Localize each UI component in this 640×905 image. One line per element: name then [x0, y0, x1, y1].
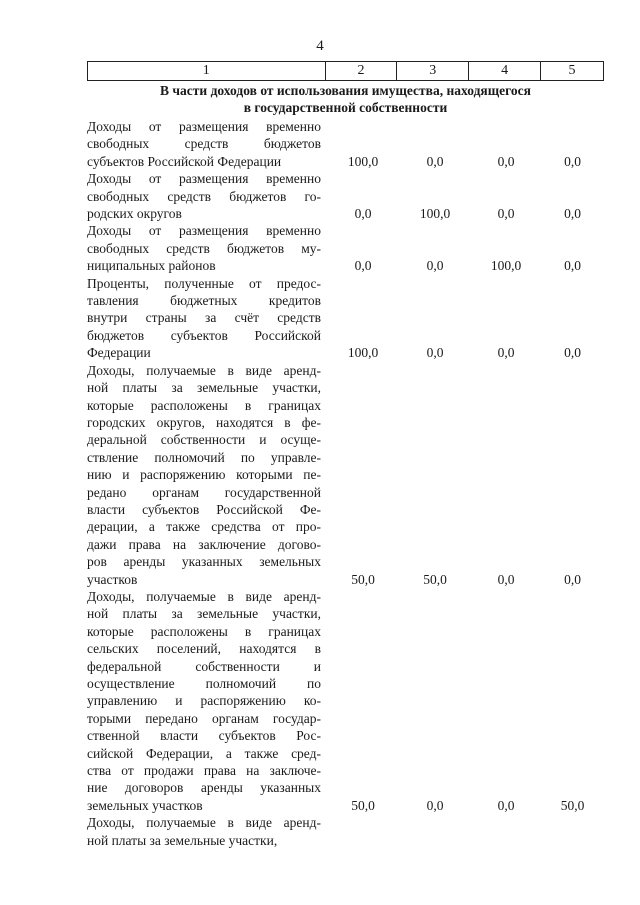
- table-row: [87, 275, 604, 362]
- description-line: свободных средств бюджетов му-: [87, 240, 321, 256]
- column-header-5: 5: [541, 62, 604, 81]
- table-row: [87, 118, 604, 170]
- value-cell-col-5: 0,0: [564, 345, 581, 361]
- value-cell-col-2: 50,0: [351, 797, 375, 813]
- description-line: Доходы от размещения временно: [87, 223, 321, 239]
- value-cell-col-4: 0,0: [497, 153, 515, 169]
- value-cell-col-4: 0,0: [497, 345, 515, 361]
- value-cell-col-4: 0,0: [497, 571, 515, 587]
- row-description: [87, 362, 321, 588]
- description-line: осуществление полномочий по: [87, 676, 321, 691]
- description-line: внутри страны за счёт средств: [87, 310, 321, 326]
- value-cell-col-5: 50,0: [560, 797, 585, 813]
- table-row: [87, 814, 604, 849]
- table-row: [87, 222, 604, 274]
- description-line: Федерации: [87, 345, 151, 361]
- column-header-3: 3: [397, 62, 469, 81]
- description-line: Доходы, получаемые в виде аренд-: [87, 588, 321, 604]
- value-cell-col-3: 0,0: [426, 797, 444, 813]
- description-line: ства от продажи права на заключе-: [87, 763, 321, 779]
- description-line: городских округов, находятся в фе-: [87, 414, 321, 430]
- value-cell-col-4: 0,0: [497, 797, 515, 813]
- description-line: деральной собственности и осуще-: [87, 432, 321, 448]
- description-line: земельных участков: [87, 797, 203, 813]
- column-header-4: 4: [469, 62, 541, 81]
- description-line: торыми передано органам государ-: [87, 710, 321, 726]
- description-line: дерации, а также средства от про-: [87, 519, 321, 535]
- description-line: Проценты, полученные от предос-: [87, 275, 321, 291]
- value-cell-col-4: 100,0: [490, 258, 522, 274]
- value-cell-col-3: 50,0: [423, 571, 447, 587]
- table-header: [87, 61, 604, 81]
- value-cell-col-5: 0,0: [564, 258, 581, 274]
- description-line: которые расположены в границах: [87, 623, 321, 639]
- description-line: управлению и распоряжению ко-: [87, 693, 321, 709]
- value-cell-col-3: 0,0: [426, 345, 444, 361]
- value-cell-col-2: 100,0: [347, 345, 379, 361]
- description-line: ной платы за земельные участки,: [87, 606, 321, 622]
- value-cell-col-2: 50,0: [351, 571, 375, 587]
- value-cell-col-3: 100,0: [419, 206, 451, 222]
- table-row: [87, 170, 604, 222]
- value-cell-col-5: 0,0: [564, 206, 581, 222]
- description-line: свободных средств бюджетов: [87, 136, 321, 152]
- description-line: федеральной собственности и: [87, 658, 321, 674]
- column-header-2: 2: [325, 62, 397, 81]
- value-cell-col-2: 0,0: [354, 206, 372, 222]
- row-description: [87, 814, 321, 849]
- description-line: дажи права на заключение догово-: [87, 536, 321, 552]
- description-line: ствление полномочий по управле-: [87, 449, 321, 465]
- section-title: [87, 82, 604, 116]
- table-row: [87, 588, 604, 814]
- value-cell-col-2: 100,0: [347, 153, 379, 169]
- description-line: Доходы, получаемые в виде аренд-: [87, 815, 321, 831]
- description-line: ние договоров аренды указанных: [87, 780, 321, 796]
- description-line: Доходы от размещения временно: [87, 171, 321, 187]
- row-description: [87, 588, 321, 814]
- description-line: свободных средств бюджетов го-: [87, 188, 321, 204]
- section-title-line: в государственной собственности: [243, 100, 448, 115]
- table-body: [87, 118, 604, 849]
- value-cell-col-5: 0,0: [564, 153, 581, 169]
- table-row: [87, 362, 604, 588]
- page-number: 4: [316, 38, 324, 54]
- description-line: участков: [87, 571, 138, 587]
- value-cell-col-4: 0,0: [497, 206, 515, 222]
- description-line: ров аренды указанных земельных: [87, 554, 321, 570]
- value-cell-col-3: 0,0: [426, 153, 444, 169]
- description-line: Доходы от размещения временно: [87, 119, 321, 134]
- value-cell-col-5: 0,0: [564, 571, 581, 587]
- description-line: ной платы за земельные участки,: [87, 380, 321, 396]
- description-line: тавления бюджетных кредитов: [87, 293, 321, 309]
- description-line: субъектов Российской Федерации: [87, 153, 282, 169]
- description-line: которые расположены в границах: [87, 397, 321, 413]
- description-line: ниципальных районов: [87, 258, 216, 274]
- description-line: бюджетов субъектов Российской: [87, 327, 321, 343]
- description-line: сельских поселений, находятся в: [87, 641, 321, 657]
- description-line: сийской Федерации, а также сред-: [87, 745, 321, 761]
- description-line: нию и распоряжению которыми пе-: [87, 467, 321, 483]
- row-description: [87, 170, 321, 222]
- description-line: ной платы за земельные участки,: [87, 832, 278, 848]
- row-description: [87, 222, 321, 274]
- row-description: [87, 118, 321, 170]
- description-line: родских округов: [87, 206, 182, 222]
- value-cell-col-3: 0,0: [426, 258, 444, 274]
- row-description: [87, 275, 321, 362]
- description-line: ственной власти субъектов Рос-: [87, 728, 321, 744]
- description-line: редано органам государственной: [87, 484, 321, 500]
- column-header-1: 1: [88, 62, 326, 81]
- section-title-line: В части доходов от использования имущества, находящегося: [160, 83, 531, 98]
- value-cell-col-2: 0,0: [354, 258, 372, 274]
- description-line: Доходы, получаемые в виде аренд-: [87, 362, 321, 378]
- description-line: власти субъектов Российской Фе-: [87, 501, 321, 517]
